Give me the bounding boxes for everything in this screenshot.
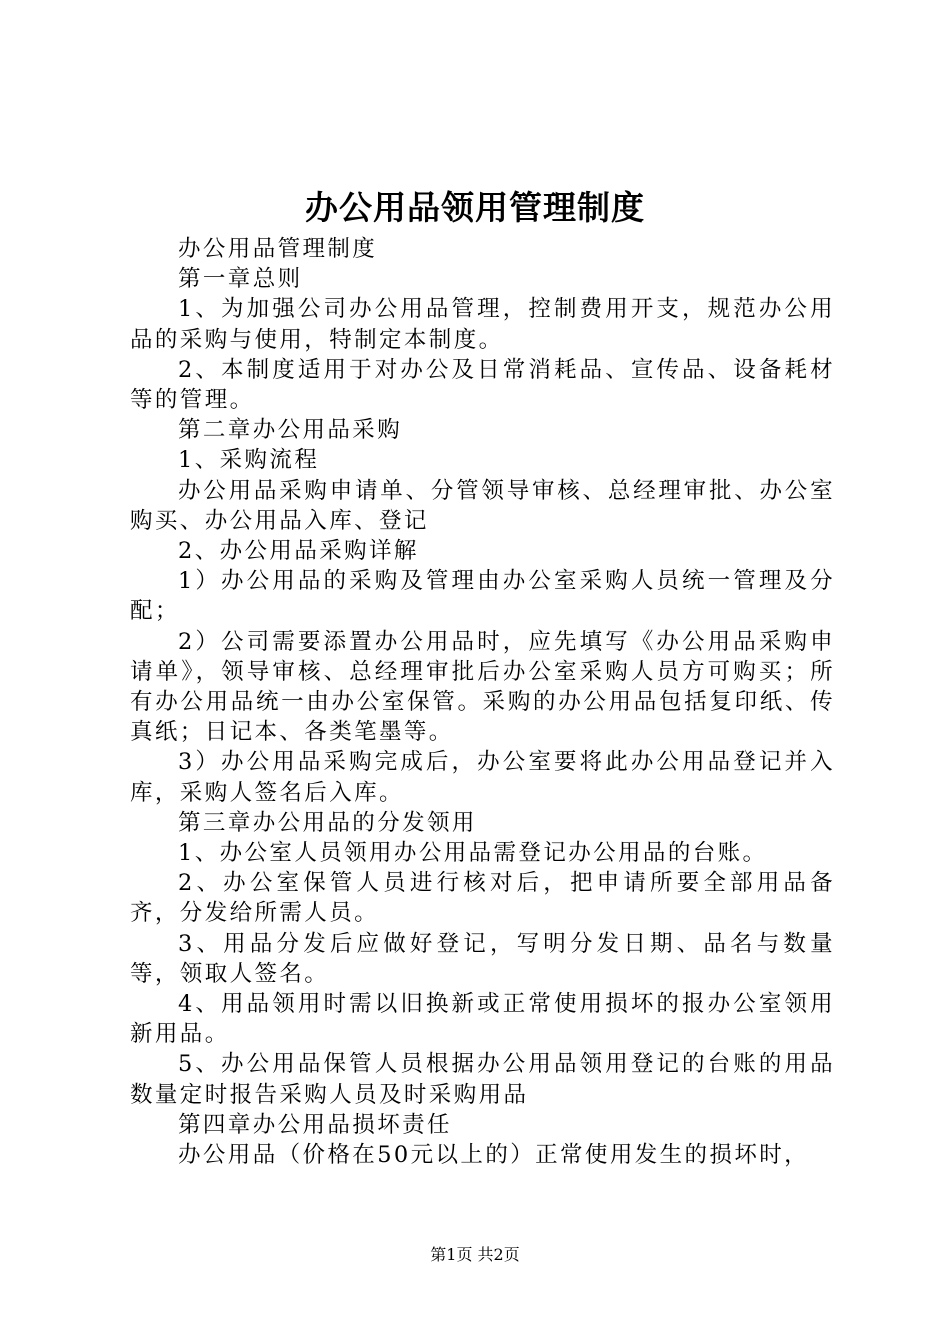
paragraph: 1、为加强公司办公用品管理，控制费用开支，规范办公用品的采购与使用，特制定本制度。 [130, 296, 835, 353]
paragraph: 2、本制度适用于对办公及日常消耗品、宣传品、设备耗材等的管理。 [130, 356, 835, 414]
paragraph: 1、办公室人员领用办公用品需登记办公用品的台账。 [178, 840, 768, 867]
document-title: 办公用品领用管理制度 [305, 188, 645, 227]
paragraph: 3）办公用品采购完成后，办公室要将此办公用品登记并入库，采购人签名后入库。 [130, 749, 835, 806]
chapter-heading: 第三章办公用品的分发领用 [178, 809, 477, 836]
chapter-heading: 第一章总则 [178, 266, 303, 293]
paragraph: 办公用品采购申请单、分管领导审核、总经理审批、办公室购买、办公用品入库、登记 [130, 477, 835, 534]
paragraph: 2、办公用品采购详解 [178, 538, 419, 565]
page-footer: 第1页 共2页 [430, 1245, 520, 1264]
paragraph: 4、用品领用时需以旧换新或正常使用损坏的报办公室领用新用品。 [130, 991, 835, 1048]
paragraph: 2）公司需要添置办公用品时，应先填写《办公用品采购申请单》，领导审核、总经理审批后办公室采购人员方可购买；所有办公用品统一由办公室保管。采购的办公用品包括复印纸、传真纸；日记本、各类笔墨等。 [130, 628, 835, 746]
chapter-heading: 第二章办公用品采购 [178, 417, 403, 444]
paragraph: 办公用品（价格在50元以上的）正常使用发生的损坏时， [178, 1142, 810, 1169]
paragraph: 5、办公用品保管人员根据办公用品领用登记的台账的用品数量定时报告采购人员及时采购用品 [130, 1051, 835, 1108]
paragraph: 1、采购流程 [178, 447, 320, 474]
document-body [130, 234, 835, 1170]
paragraph: 办公用品管理制度 [178, 236, 378, 262]
chapter-heading: 第四章办公用品损坏责任 [178, 1111, 452, 1138]
paragraph: 2、办公室保管人员进行核对后，把申请所要全部用品备齐，分发给所需人员。 [130, 870, 835, 927]
paragraph: 3、用品分发后应做好登记，写明分发日期、品名与数量等，领取人签名。 [130, 930, 835, 987]
paragraph: 1）办公用品的采购及管理由办公室采购人员统一管理及分配； [130, 568, 835, 625]
